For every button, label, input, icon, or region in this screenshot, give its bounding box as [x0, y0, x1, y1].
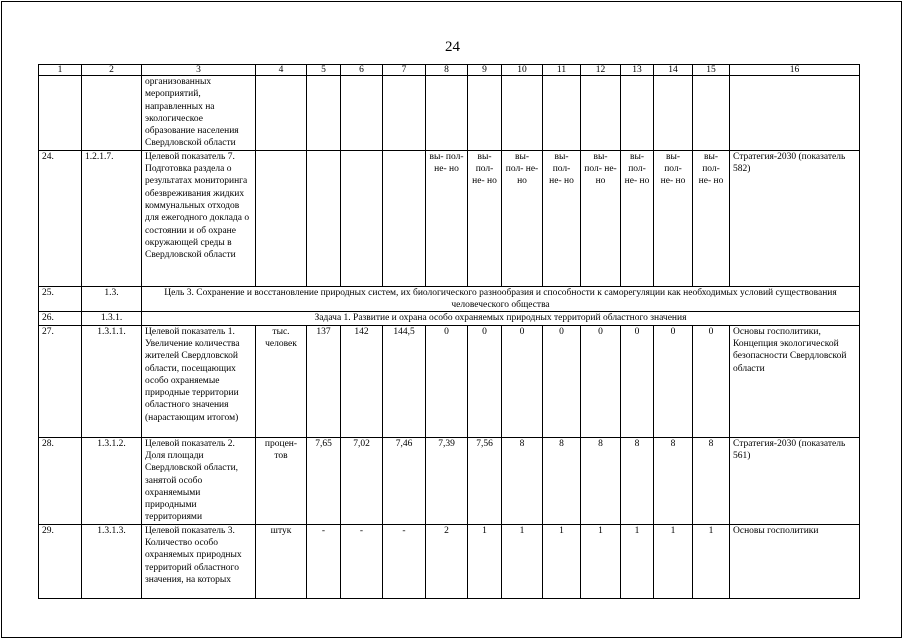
value-cell: 0 — [426, 325, 468, 437]
column-number: 14 — [654, 65, 693, 76]
row-number: 24. — [39, 150, 82, 286]
table-row — [39, 437, 860, 524]
goal-text: Цель 3. Сохранение и восстановление природных систем, их биологического разнообразия и способности к саморегуляции как необходимых условий существования человеческого общества — [142, 286, 860, 312]
column-number: 13 — [621, 65, 654, 76]
table-row — [39, 76, 860, 151]
row-number: 26. — [39, 312, 82, 325]
indicator-name: Целевой показатель 2. Доля площади Свердловской области, занятой особо охраняемыми природными территориями — [142, 437, 256, 524]
row-code: 1.2.1.7. — [82, 150, 142, 286]
value-cell: вы- пол- не- но — [468, 150, 502, 286]
column-number: 6 — [341, 65, 383, 76]
row-number: 29. — [39, 524, 82, 598]
value-cell: вы- пол- не- но — [581, 150, 621, 286]
unit: процен- тов — [256, 437, 307, 524]
value-cell: вы- пол- не- но — [426, 150, 468, 286]
row-code: 1.3.1.3. — [82, 524, 142, 598]
table-row — [39, 524, 860, 598]
row-code: 1.3.1. — [82, 312, 142, 325]
row-number: 25. — [39, 286, 82, 312]
table-row — [39, 312, 860, 325]
value-cell: 8 — [502, 437, 543, 524]
value-cell: вы- пол- не- но — [693, 150, 730, 286]
unit — [256, 150, 307, 286]
value-cell: 1 — [543, 524, 581, 598]
value-cell: 8 — [543, 437, 581, 524]
indicator-name: Целевой показатель 3. Количество особо охраняемых природных территорий областного значения, на которых — [142, 524, 256, 598]
value-cell: вы- пол- не- но — [654, 150, 693, 286]
row-number: 28. — [39, 437, 82, 524]
unit: тыс. человек — [256, 325, 307, 437]
row-code: 1.3.1.1. — [82, 325, 142, 437]
column-number: 8 — [426, 65, 468, 76]
source: Основы госполитики, Концепция экологической безопасности Свердловской области — [730, 325, 860, 437]
value-cell: - — [307, 524, 341, 598]
source: Основы госполитики — [730, 524, 860, 598]
value-cell: 2 — [426, 524, 468, 598]
column-number: 9 — [468, 65, 502, 76]
column-number: 1 — [39, 65, 82, 76]
value-cell: 8 — [581, 437, 621, 524]
task-text: Задача 1. Развитие и охрана особо охраняемых природных территорий областного значения — [142, 312, 860, 325]
value-cell: 0 — [654, 325, 693, 437]
column-number: 12 — [581, 65, 621, 76]
value-cell: - — [383, 524, 426, 598]
value-cell: 7,56 — [468, 437, 502, 524]
value-cell: вы- пол- не- но — [502, 150, 543, 286]
row-code: 1.3.1.2. — [82, 437, 142, 524]
column-number: 15 — [693, 65, 730, 76]
column-number: 2 — [82, 65, 142, 76]
value-cell: 1 — [502, 524, 543, 598]
value-cell: 0 — [581, 325, 621, 437]
value-cell: 0 — [468, 325, 502, 437]
column-number: 5 — [307, 65, 341, 76]
value-cell: 7,39 — [426, 437, 468, 524]
column-number: 11 — [543, 65, 581, 76]
value-cell: 0 — [693, 325, 730, 437]
table-row — [39, 286, 860, 312]
source: Стратегия-2030 (показатель 561) — [730, 437, 860, 524]
value-cell: 142 — [341, 325, 383, 437]
value-cell: 1 — [693, 524, 730, 598]
value-cell: 137 — [307, 325, 341, 437]
value-cell: 7,46 — [383, 437, 426, 524]
table-row — [39, 325, 860, 437]
column-number: 4 — [256, 65, 307, 76]
value-cell: 8 — [621, 437, 654, 524]
column-number: 10 — [502, 65, 543, 76]
value-cell: вы- пол- не- но — [621, 150, 654, 286]
unit: штук — [256, 524, 307, 598]
column-number-row — [39, 65, 860, 76]
page-number: 24 — [445, 39, 460, 55]
table-row — [39, 150, 860, 286]
value-cell — [383, 150, 426, 286]
value-cell: 1 — [654, 524, 693, 598]
indicator-name: Целевой показатель 7. Подготовка раздела о результатах мониторинга обезвреживания жидких коммунальных отходов для ежегодного доклада о состоянии и об охране окружающей среды в Свердловской области — [142, 150, 256, 286]
row-code: 1.3. — [82, 286, 142, 312]
value-cell — [307, 150, 341, 286]
value-cell — [341, 150, 383, 286]
indicator-name: организованных мероприятий, направленных на экологическое образование населения Свердловской области — [142, 76, 256, 151]
indicators-table — [38, 64, 860, 599]
column-number: 16 — [730, 65, 860, 76]
value-cell: 1 — [468, 524, 502, 598]
value-cell: 0 — [621, 325, 654, 437]
source: Стратегия-2030 (показатель 582) — [730, 150, 860, 286]
value-cell: вы- пол- не- но — [543, 150, 581, 286]
value-cell: 8 — [693, 437, 730, 524]
value-cell: 144,5 — [383, 325, 426, 437]
row-number: 27. — [39, 325, 82, 437]
value-cell: 7,65 — [307, 437, 341, 524]
value-cell: 7,02 — [341, 437, 383, 524]
column-number: 3 — [142, 65, 256, 76]
value-cell: 0 — [543, 325, 581, 437]
value-cell: 8 — [654, 437, 693, 524]
column-number: 7 — [383, 65, 426, 76]
indicator-name: Целевой показатель 1. Увеличение количества жителей Свердловской области, посещающих особо охраняемые природные территории областного значения (нарастающим итогом) — [142, 325, 256, 437]
value-cell: 1 — [581, 524, 621, 598]
value-cell: - — [341, 524, 383, 598]
value-cell: 1 — [621, 524, 654, 598]
value-cell: 0 — [502, 325, 543, 437]
